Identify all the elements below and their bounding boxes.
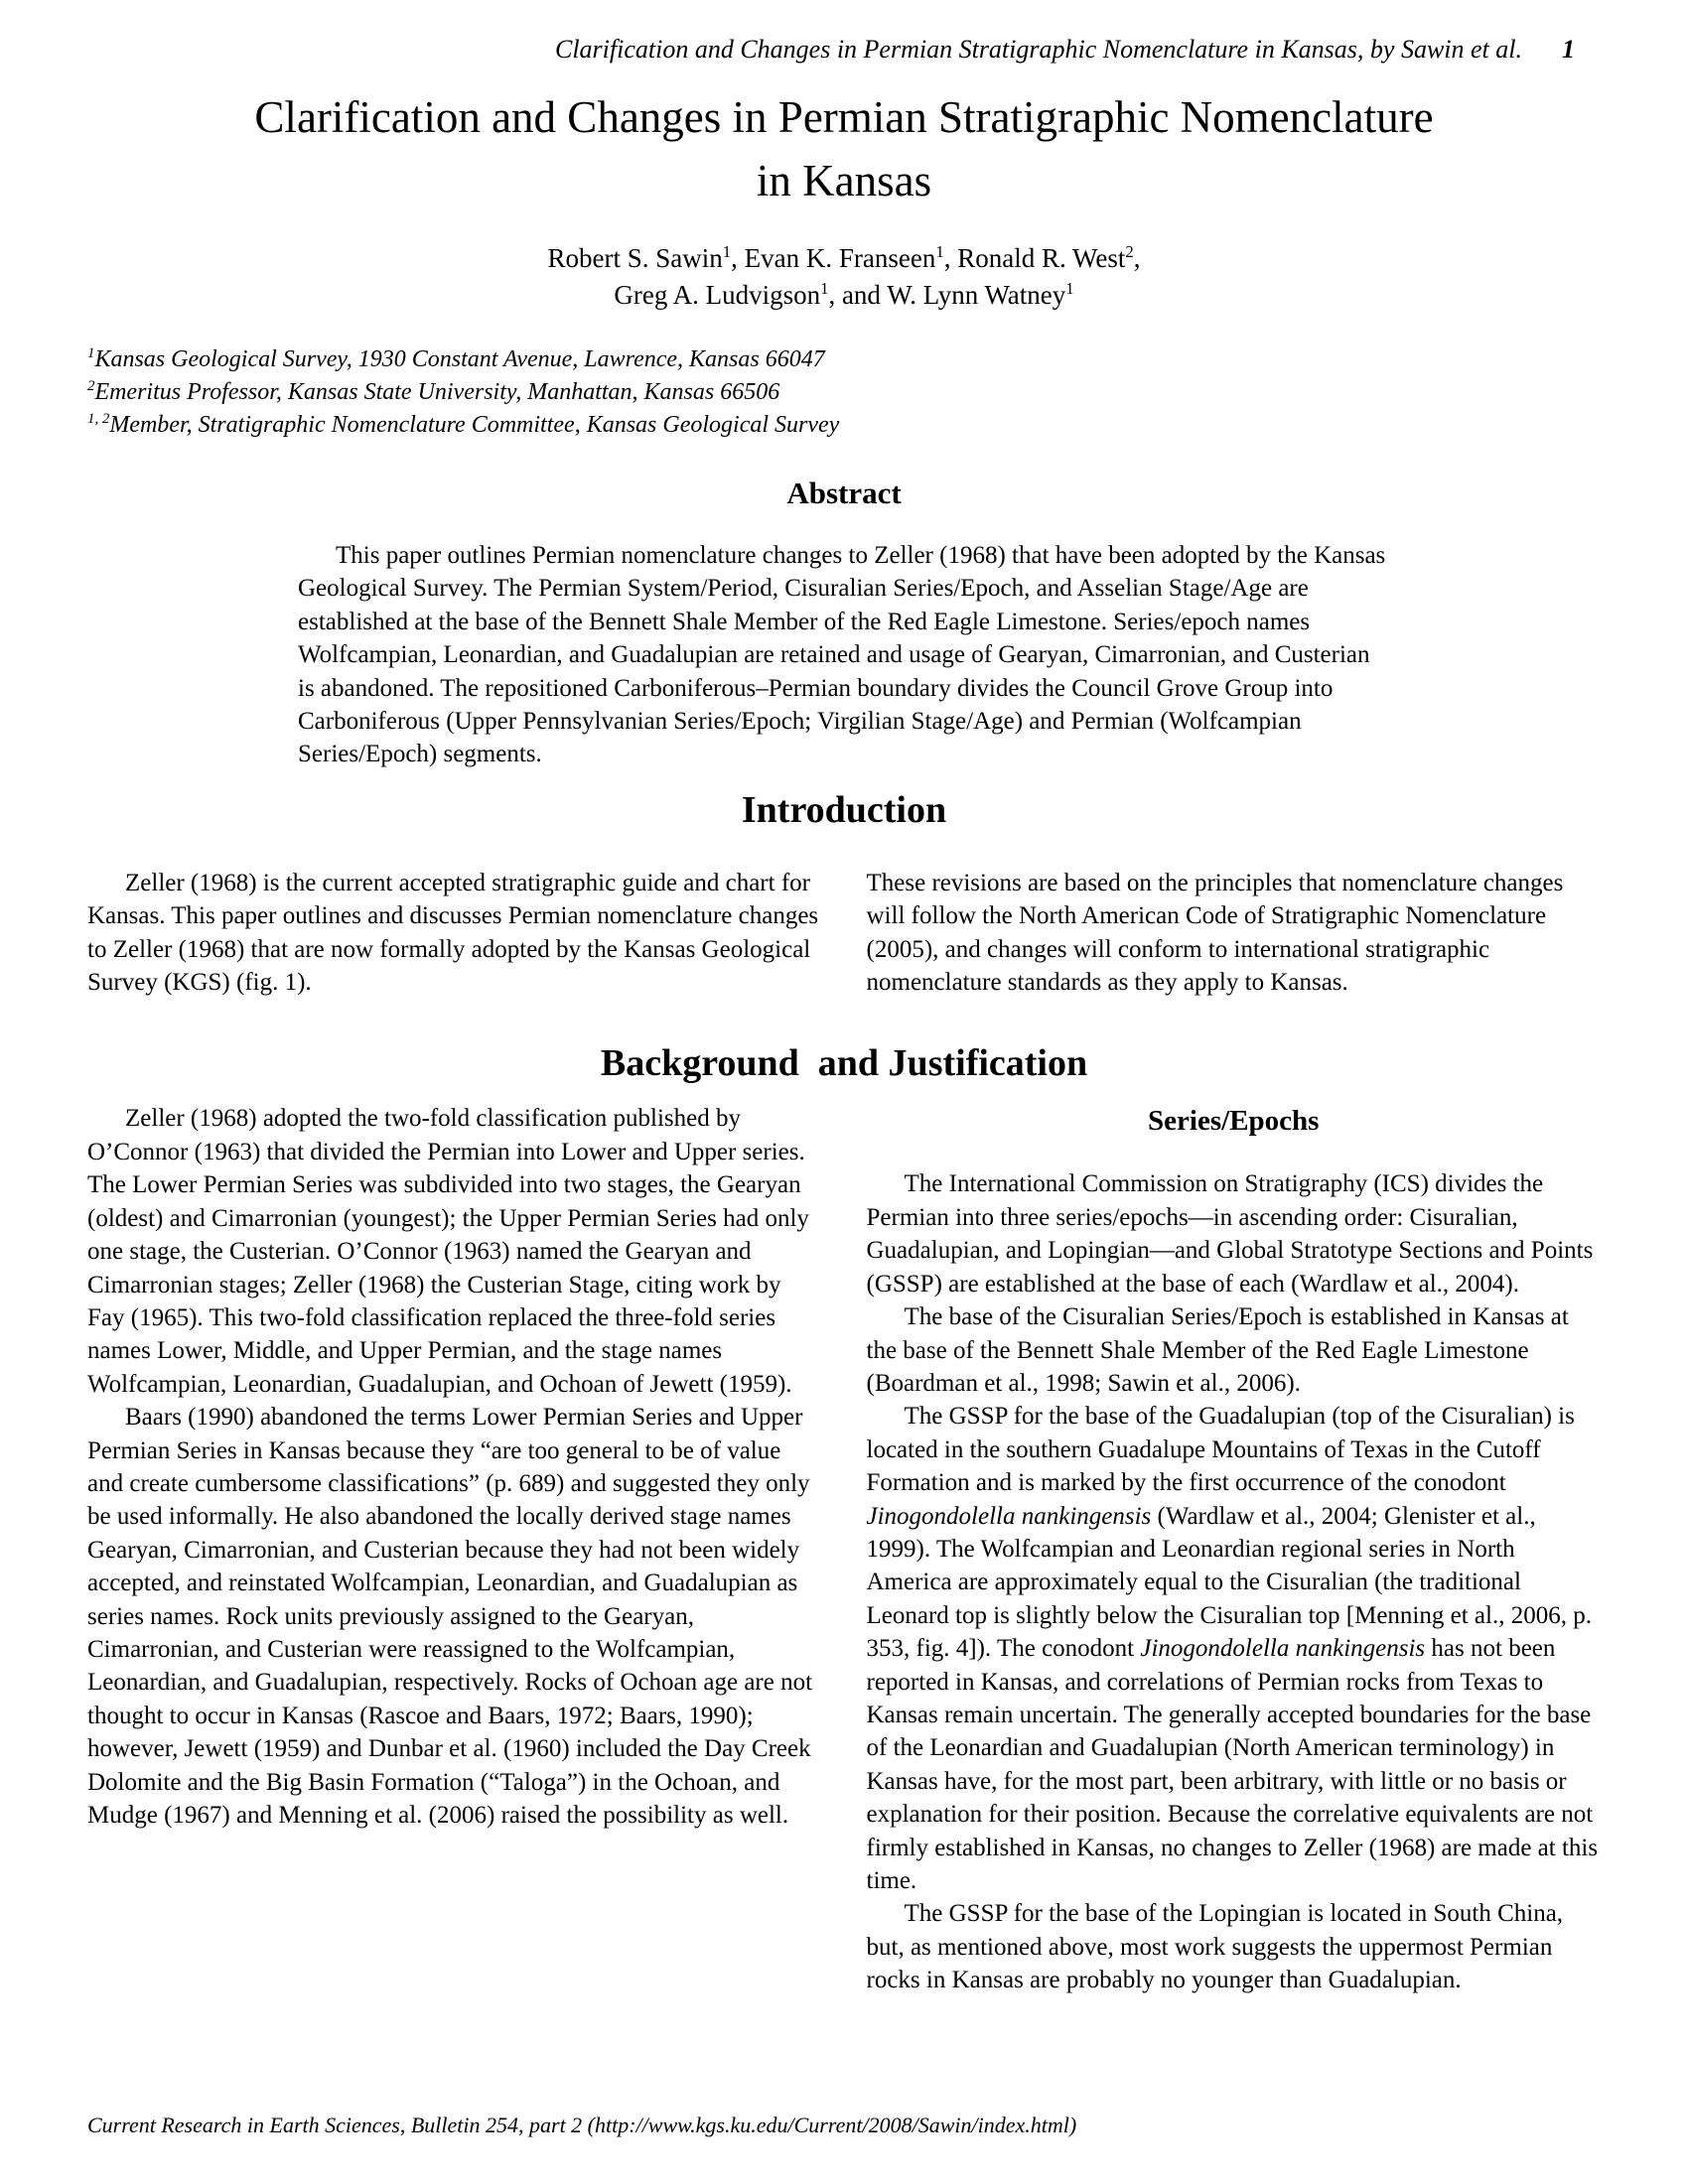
background-paragraph-1: Zeller (1968) adopted the two-fold classification published by O’Connor (1963) that divided the Permian into Lower and Upper series. The Lower Permian Series was subdivided into two stages, the Gearyan (oldest) and Cimarronian (youngest); the Upper Permian Series had only one stage, the Custerian. O’Connor (1963) named the Gearyan and Cimarronian stages; Zeller (1968) the Custerian Stage, citing work by Fay (1965). This two-fold classification replaced the three-fold series names Lower, Middle, and Upper Permian, and the stage names Wolfcampian, Leonardian, Guadalupian, and Ochoan of Jewett (1959). <box>87 1105 809 1398</box>
footer-citation: Current Research in Earth Sciences, Bulletin 254, part 2 (http://www.kgs.ku.edu/Current/2008/Sawin/index.html) <box>87 2113 1077 2137</box>
introduction-right-column <box>867 867 1602 1000</box>
introduction-heading: Introduction <box>741 788 947 831</box>
background-paragraph-2: Baars (1990) abandoned the terms Lower Permian Series and Upper Permian Series in Kansas because they “are too general to be of value and create cumbersome classifications” (p. 689) and suggested they only be used informally. He also abandoned the locally derived stage names Gearyan, Cimarronian, and Custerian because they had not been widely accepted, and reinstated Wolfcampian, Leonardian, and Guadalupian as series names. Rock units previously assigned to the Gearyan, Cimarronian, and Custerian were reassigned to the Wolfcampian, Leonardian, and Guadalupian, respectively. Rocks of Ochoan age are not thought to occur in Kansas (Rascoe and Baars, 1972; Baars, 1990); however, Jewett (1959) and Dunbar et al. (1960) included the Day Creek Dolomite and the Big Basin Formation (“Taloga”) in the Ochoan, and Mudge (1967) and Menning et al. (2006) raised the possibility as well. <box>87 1404 813 1829</box>
affiliation-2: $^2$Emeritus Professor, Kansas State University, Manhattan, Kansas 66506 <box>87 378 780 405</box>
introduction-paragraph-left: Zeller (1968) is the current accepted stratigraphic guide and chart for Kansas. This paper outlines and discusses Permian nomenclature changes to Zeller (1968) that are now formally adopted by the Kansas Geological Survey (KGS) (fig. 1). <box>87 869 819 997</box>
authors-line-1: Robert S. Sawin$^1$, Evan K. Franseen$^1$, Ronald R. West$^2$, <box>547 242 1141 273</box>
affiliation-1: $^1$Kansas Geological Survey, 1930 Constant Avenue, Lawrence, Kansas 66047 <box>87 345 825 372</box>
page-number: 1 <box>1562 35 1575 64</box>
series-epochs-paragraph-2: The base of the Cisuralian Series/Epoch is established in Kansas at the base of the Bennett Shale Member of the Red Eagle Limestone (Boardman et al., 1998; Sawin et al., 2006). <box>866 1303 1569 1397</box>
abstract-heading: Abstract <box>786 476 902 510</box>
background-left-column <box>87 1102 822 1996</box>
series-epochs-paragraph-4: The GSSP for the base of the Lopingian is located in South China, but, as mentioned above, most work suggests the uppermost Permian rocks in Kansas are probably no younger than Guadalupian. <box>866 1900 1564 1994</box>
author-list <box>87 240 1601 314</box>
introduction-paragraph-right: These revisions are based on the principles that nomenclature changes will follow the North American Code of Stratigraphic Nomenclature (2005), and changes will conform to international stratigraphic nomenclature standards as they apply to Kansas. <box>866 869 1564 997</box>
affiliations <box>87 343 1601 442</box>
series-epochs-paragraph-1: The International Commission on Stratigraphy (ICS) divides the Permian into three series/epochs—in ascending order: Cisuralian, Guadalupian, and Lopingian—and Global Stratotype Sections and Points (GSSP) are established at the base of each (Wardlaw et al., 2004). <box>866 1170 1594 1297</box>
abstract-text: This paper outlines Permian nomenclature changes to Zeller (1968) that have been adopted by the Kansas Geological Survey. The Permian System/Period, Cisuralian Series/Epoch, and Asselian Stage/Age are established at the base of the Bennett Shale Member of the Red Eagle Limestone. Series/epoch names Wolfcampian, Leonardian, and Guadalupian are retained and usage of Gearyan, Cimarronian, and Custerian is abandoned. The repositioned Carboniferous–Permian boundary divides the Council Grove Group into Carboniferous (Upper Pennsylvanian Series/Epoch; Virgilian Stage/Age) and Permian (Wolfcampian Series/Epoch) segments. <box>298 542 1386 768</box>
series-epochs-paragraph-3: The GSSP for the base of the Guadalupian (top of the Cisuralian) is located in the southern Guadalupe Mountains of Texas in the Cutoff Formation and is marked by the first occurrence of the conodont Jinogondolella nankingensis (Wardlaw et al., 2004; Glenister et al., 1999). The Wolfcampian and Leonardian regional series in North America are approximately equal to the Cisuralian (the traditional Leonard top is slightly below the Cisuralian top [Menning et al., 2006, p. 353, fig. 4]). The conodont Jinogondolella nankingensis has not been reported in Kansas, and correlations of Permian rocks from Texas to Kansas remain uncertain. The generally accepted boundaries for the base of the Leonardian and Guadalupian (North American terminology) in Kansas have, for the most part, been arbitrary, with little or no basis or explanation for their position. Because the correlative equivalents are not firmly established in Kansas, no changes to Zeller (1968) are made at this time. <box>866 1403 1599 1894</box>
running-head-title: Clarification and Changes in Permian Stratigraphic Nomenclature in Kansas, by Sawin et al. <box>554 35 1522 64</box>
paper-title-line2: in Kansas <box>756 156 932 205</box>
introduction-left-column <box>87 867 822 1000</box>
series-epochs-column <box>867 1102 1602 1996</box>
series-epochs-heading: Series/Epochs <box>1148 1105 1320 1138</box>
paper-title <box>87 85 1601 212</box>
introduction-columns <box>87 867 1601 1000</box>
authors-line-2: Greg A. Ludvigson$^1$, and W. Lynn Watney$^1$ <box>614 279 1074 310</box>
affiliation-3: $^{1, 2}$Member, Stratigraphic Nomenclature Committee, Kansas Geological Survey <box>87 411 840 438</box>
background-columns <box>87 1102 1601 1996</box>
paper-title-line1: Clarification and Changes in Permian Stratigraphic Nomenclature <box>254 92 1434 142</box>
background-heading: Background and Justification <box>600 1042 1088 1085</box>
running-head <box>87 36 1601 64</box>
